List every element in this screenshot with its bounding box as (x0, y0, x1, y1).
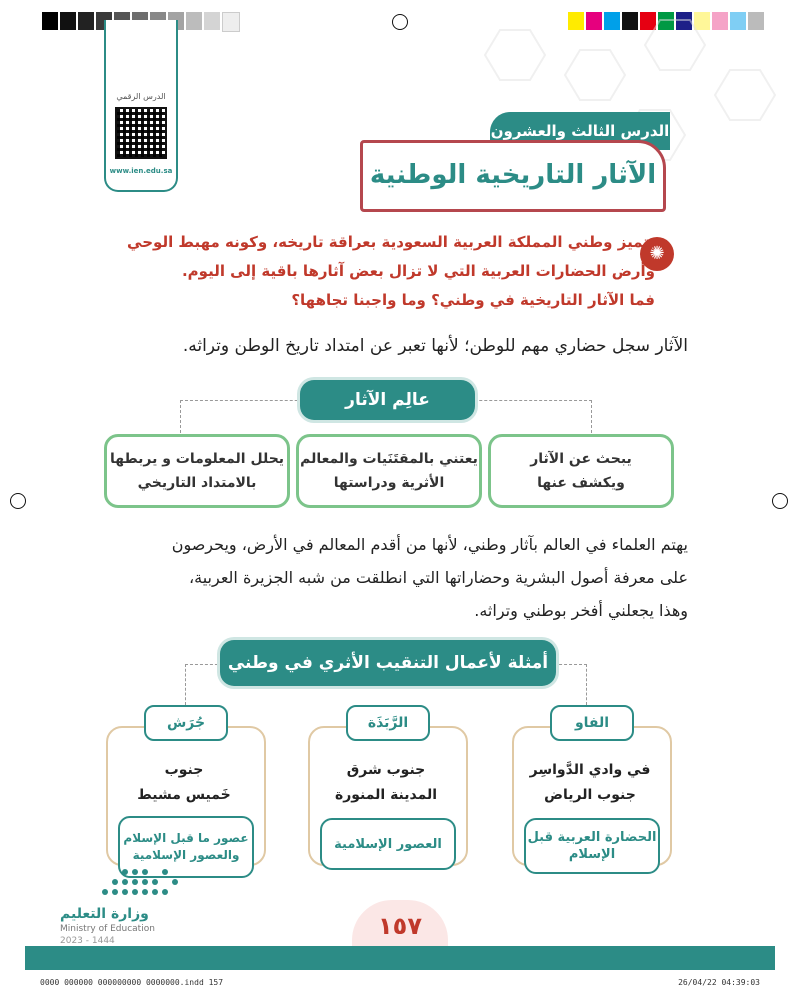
edition-year: 2023 - 1444 (60, 936, 115, 946)
role-line: يعتني بالمقتَنَيات والمعالم (300, 451, 478, 467)
archaeologist-role-card (488, 434, 674, 508)
role-line: يحلل المعلومات و يربطها (109, 451, 285, 467)
site-name: الرَّبَذَة (346, 705, 430, 741)
qr-code[interactable] (115, 107, 167, 159)
footer-band (25, 946, 775, 970)
intro-line: يتميز وطني المملكة العربية السعودية بعراقة تاريخه، وكونه مهبط الوحي (127, 233, 655, 251)
intro-question: فما الآثار التاريخية في وطني؟ وما واجبنا تجاهها؟ (291, 291, 655, 309)
archaeologist-role-card (104, 434, 290, 508)
site-era: العصور الإسلامية (320, 818, 456, 870)
intro-line: وأرض الحضارات العربية التي لا تزال بعض آثارها باقية إلى اليوم. (181, 262, 655, 280)
examples-heading: أمثلة لأعمال التنقيب الأثري في وطني (220, 640, 556, 686)
print-slug-file: 0000 000000 000000000 0000000.indd 157 (40, 978, 224, 987)
ministry-name-ar: وزارة التعليم (60, 906, 149, 922)
location-line: في وادي الدَّواسِر (529, 762, 651, 778)
location-line: المدينة المنورة (334, 787, 438, 803)
lesson-title: الآثار التاريخية الوطنية (360, 140, 666, 212)
paragraph-line: يهتم العلماء في العالم بآثار وطني، لأنها من أقدم المعالم في الأرض، ويحرصون (171, 535, 688, 554)
digital-lesson-label: الدرس الرقمي (116, 92, 166, 101)
statement-text: الآثار سجل حضاري مهم للوطن؛ لأنها تعبر عن امتداد تاريخ الوطن وتراثه. (182, 336, 688, 356)
role-line: الأثرية ودراستها (333, 475, 445, 491)
site-era: الحضارة العربية قبل الإسلام (524, 818, 660, 874)
site-location (308, 758, 464, 808)
lightbulb-icon: ✺ (640, 237, 674, 271)
registration-mark-icon (392, 14, 408, 30)
location-line: جنوب (164, 762, 204, 778)
intro-text (95, 228, 655, 315)
location-line: جنوب الرياض (544, 787, 636, 803)
registration-mark-icon (10, 493, 26, 509)
location-line: جنوب شرق (346, 762, 426, 778)
site-name: الفاو (550, 705, 634, 741)
body-paragraph (88, 528, 688, 627)
site-era: عصور ما قبل الإسلام والعصور الإسلامية (118, 816, 254, 878)
paragraph-line: وهذا يجعلني أفخر بوطني وتراثه. (474, 601, 688, 620)
site-name: جُرَش (144, 705, 228, 741)
ministry-name-en: Ministry of Education (60, 924, 155, 934)
paragraph-line: على معرفة أصول البشرية وحضاراتها التي انطلقت من شبه الجزيرة العربية، (188, 568, 688, 587)
print-slug-date: 26/04/22 04:39:03 (678, 978, 760, 987)
role-line: يبحث عن الآثار (530, 451, 632, 467)
site-location (106, 758, 262, 808)
location-line: خَميس مشيط (137, 787, 231, 803)
role-line: بالامتداد التاريخي (137, 475, 257, 491)
lesson-number-tab: الدرس الثالث والعشرون (490, 112, 670, 150)
archaeologist-role-card (296, 434, 482, 508)
digital-lesson-card[interactable] (104, 20, 178, 192)
ministry-logo-dots-icon (95, 862, 185, 902)
digital-lesson-url[interactable]: www.ien.edu.sa (109, 167, 173, 175)
registration-mark-icon (772, 493, 788, 509)
role-line: ويكشف عنها (537, 475, 625, 491)
site-location (512, 758, 668, 808)
page-number: ١٥٧ (352, 900, 448, 946)
archaeologist-heading: عالِم الآثار (300, 380, 475, 420)
